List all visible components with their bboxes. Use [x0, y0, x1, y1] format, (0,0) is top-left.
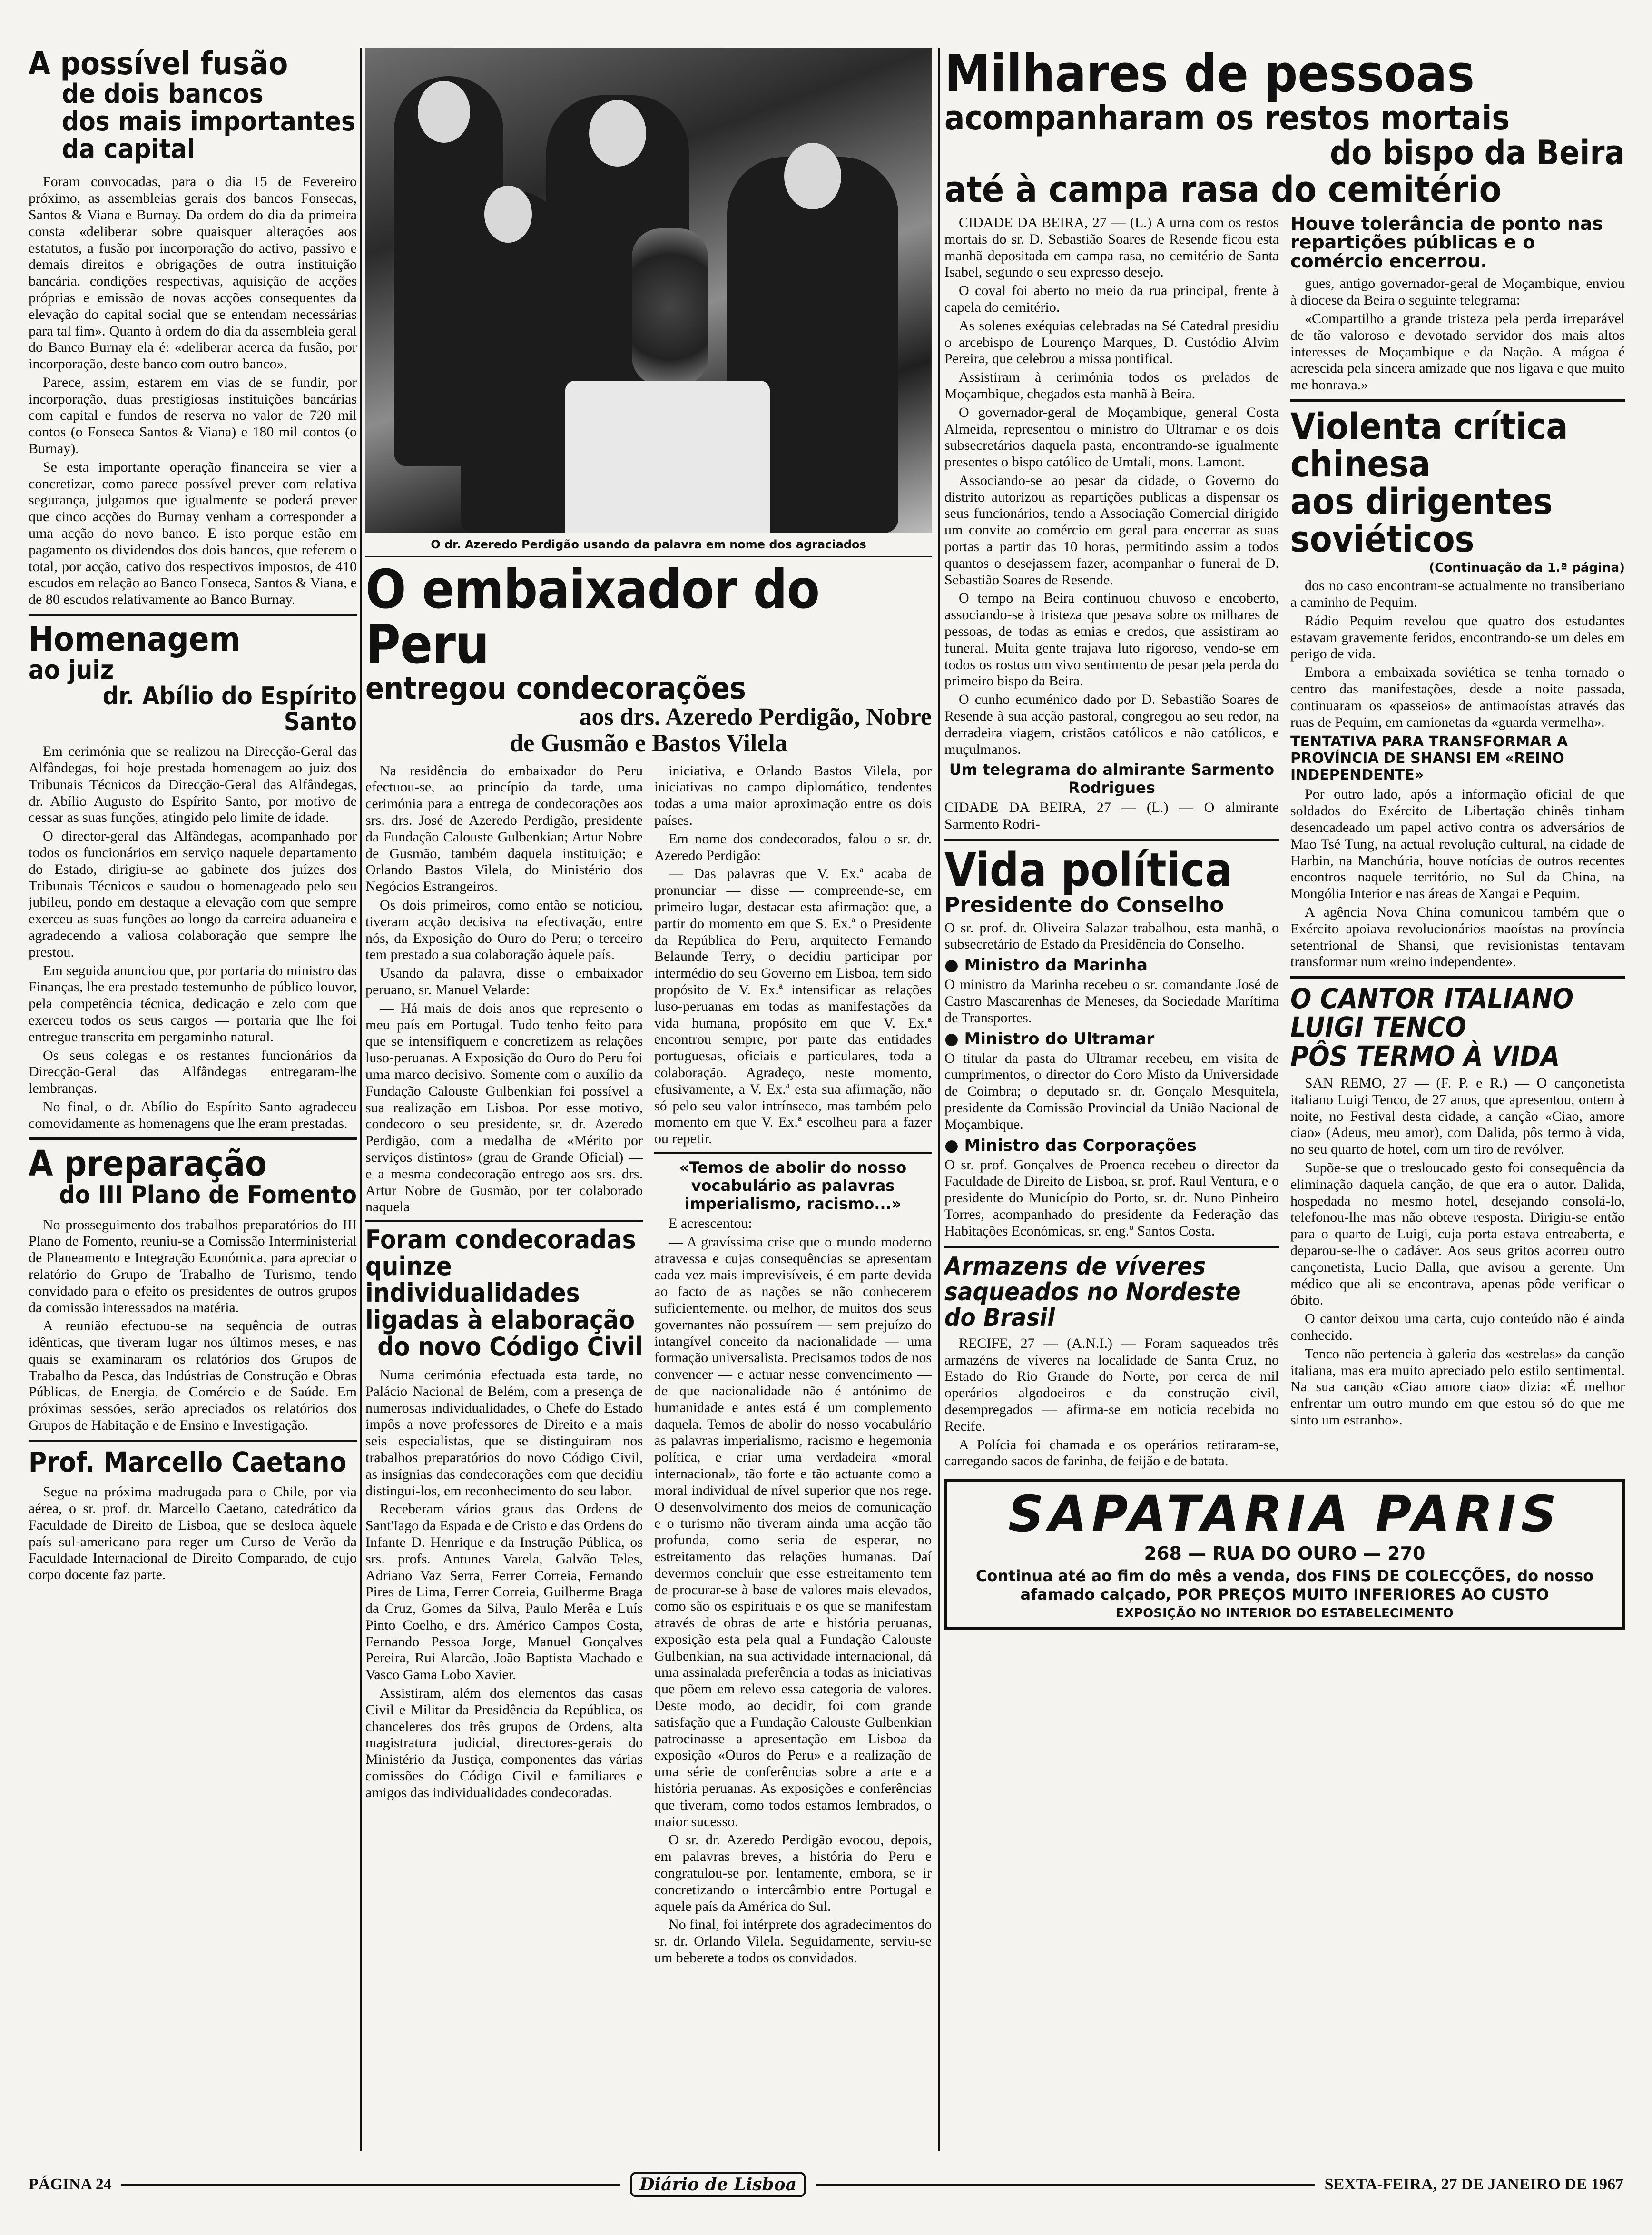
- armazens-paragraph: RECIFE, 27 — (A.N.I.) — Foram saqueados três armazéns de víveres na localidade de Santa Cruz, no Estado do Rio Grande do Norte, por cerca de mil operários algodoeiros e da construção civil, desempregados — afirma-se em noticia recebida no Recife.: [944, 1335, 1279, 1434]
- embaixador-headline-1: O embaixador do Peru: [365, 559, 820, 676]
- ad-name: SAPATARIA PARIS: [1008, 1485, 1562, 1543]
- armazens-headline-1: Armazens de víveres: [944, 1252, 1206, 1281]
- embaixador-paragraph: Os dois primeiros, como então se noticiou, tiveram acção decisiva na efectivação, entre nós, da Exposição do Ouro do Peru; o terceiro tem prestado a sua colaboração àquele país.: [365, 897, 643, 963]
- vida-section-label: Ministro do Ultramar: [964, 1029, 1155, 1048]
- masthead-logo: Diário de Lisboa: [630, 2172, 806, 2197]
- homenagem-headline-2: ao juiz: [29, 654, 114, 685]
- bispo-body: [944, 215, 1279, 758]
- bispo-paragraph: O coval foi aberto no meio da rua principal, frente à capela do cemitério.: [944, 283, 1279, 315]
- vida-body-corporacoes: O sr. prof. Gonçalves de Proenca recebeu o director da Faculdade de Direito de Lisboa, sr. prof. Raul Ventura, e o presidente do Município do Porto, sr. dr. Nuno Pinheiro Torres, acompanhado do presidente da Federação das Habitações Económicas, sr. eng.º Santos Costa.: [944, 1157, 1279, 1239]
- embaixador-body-left: [365, 763, 643, 1216]
- chinesa-paragraph: A agência Nova China comunicou também que o Exército apoiava revolucionários maoístas na província setentrional de Shansi, que revisionistas tentavam transformar num «reino independente».: [1290, 904, 1625, 970]
- fusao-headline-1: A possível fusão: [29, 48, 288, 82]
- homenagem-article: [29, 622, 357, 1132]
- page-number: PÁGINA 24: [29, 2176, 112, 2193]
- embaixador-quote: «Temos de abolir do nosso vocabulário as palavras imperialismo, racismo...»: [679, 1158, 907, 1213]
- tenco-headline-2: LUIGI TENCO: [1290, 1011, 1466, 1044]
- footer-rule: [121, 2184, 621, 2186]
- divider: [365, 556, 932, 557]
- bispo-paragraph: O cunho ecuménico dado por D. Sebastião Soares de Resende à sua acção pastoral, congregou ao seu redor, na derradeira viagem, cristãos católicos e não católicos, e muçulmanos.: [944, 692, 1279, 757]
- divider: [944, 1246, 1279, 1248]
- vida-section-label: Ministro das Corporações: [964, 1136, 1197, 1155]
- tolerancia-subhead: Houve tolerância de ponto nas repartições públicas e o comércio encerrou.: [1290, 213, 1603, 272]
- divider: [944, 839, 1279, 841]
- page-footer: [29, 2170, 1623, 2199]
- chinesa-body: [1290, 578, 1625, 731]
- bispo-headline-4: até à campa rasa do cemitério: [944, 168, 1502, 210]
- bispo-headline-1: Milhares de pessoas: [944, 48, 1475, 104]
- center-column: [365, 48, 932, 2156]
- divider: [654, 1152, 932, 1154]
- chinesa-body2: [1290, 786, 1625, 970]
- ad-exposicao: EXPOSIÇÃO NO INTERIOR DO ESTABELECIMENTO: [1116, 1606, 1454, 1621]
- ad-address: 268 — RUA DO OURO — 270: [1144, 1543, 1426, 1564]
- armazens-paragraph: A Polícia foi chamada e os operários retiraram-se, carregando sacos de farinha, de feijão e de batata.: [944, 1436, 1279, 1469]
- fusao-paragraph: Foram convocadas, para o dia 15 de Fevereiro próximo, as assembleias gerais dos bancos Fonsecas, Santos & Viana e Burnay. Da ordem do dia da primeira consta «deliberar sobre quaisquer alterações aos estatutos, a fusão por incorporação do activo, passivo e demais direitos e obrigações de outra instituição bancária, condições respectivas, aquisição de acções próprias e emissão de novas acções consequentes da elevação do capital social que se entendam necessárias para tal fim». Quanto à ordem do dia da assembleia geral do Banco Burnay ela é: «deliberar acerca da fusão, por incorporação, deste banco com outro banco».: [29, 174, 357, 372]
- plano-paragraph: A reunião efectuou-se na sequência de outras idênticas, que tiveram lugar nos últimos meses, e nas quais se examinaram os relatórios dos Grupos de Trabalho da Pesca, das Indústrias de Construção e Obras Públicas, de Energia, de Comércio e de Saúde. Em próximas sessões, serão apreciados os relatórios dos Grupos de Habitação e de Ensino e Investigação.: [29, 1318, 357, 1434]
- bispo-paragraph: CIDADE DA BEIRA, 27 — (L.) A urna com os restos mortais do sr. D. Sebastião Soares de Resende ficou esta manhã depositada em campa rasa, no cemitério de Santa Isabel, segundo o seu expresso desejo.: [944, 214, 1279, 280]
- telegrama-headline: Um telegrama do almirante Sarmento Rodrigues: [949, 761, 1275, 797]
- codigo-headline-3: ligadas à elaboração: [365, 1305, 635, 1335]
- homenagem-paragraph: Em cerimónia que se realizou na Direcção-Geral das Alfândegas, foi hoje prestada homenagem ao juiz dos Tribunais Técnicos da Direcção-Geral das Alfândegas, dr. Abílio Augusto do Espírito Santo, por motivo de cessar as suas funções, atingido pelo limite de idade.: [29, 743, 357, 826]
- bispo-paragraph: As solenes exéquias celebradas na Sé Catedral presidiu o arcebispo de Lourenço Marques, D. Custódio Alvim Pereira, que celebrou a missa pontifical.: [944, 317, 1279, 367]
- armazens-headline-2: saqueados no Nordeste: [944, 1277, 1241, 1306]
- tenco-paragraph: Supõe-se que o tresloucado gesto foi consequência da eliminação daquela canção, de que era o autor. Dalida, hospedada no mesmo hotel, desejando consolá-lo, telefonou-lhe mas não obteve resposta. Dirigiu-se então para o quarto de Luigi, cuja porta estava entreaberta, e deparou-se-lhe o cadáver. Aos seus gritos acorreu outro cançonetista, Lucio Dalla, que avisou a gerente. Um médico que ali se encontrava, apenas pôde verificar o óbito.: [1290, 1160, 1625, 1308]
- codigo-body: [365, 1367, 643, 1801]
- plano-headline-2: do III Plano de Fomento: [59, 1181, 357, 1210]
- fusao-paragraph: Parece, assim, estarem em vias de se fundir, por incorporação, duas prestigiosas instituições bancárias com capital e fundos de reserva no valor de 720 mil contos (o Fonseca Santos & Viana) e 180 mil contos (o Burnay).: [29, 374, 357, 457]
- embaixador-paragraph: O sr. dr. Azeredo Perdigão evocou, depois, em palavras breves, a história do Peru e congratulou-se por, lentamente, embora, se ir concretizando o intercâmbio entre Portugal e aquele país da América do Sul.: [654, 1832, 932, 1914]
- homenagem-paragraph: Os seus colegas e os restantes funcionários da Direcção-Geral das Alfândegas entregaram-lhe lembranças.: [29, 1047, 357, 1097]
- tenco-paragraph: O cantor deixou uma carta, cujo conteúdo não é ainda conhecido.: [1290, 1311, 1625, 1344]
- homenagem-paragraph: Em seguida anunciou que, por portaria do ministro das Finanças, lhe era prestado testemunho de público louvor, pela competência técnica, dedicação e zelo com que exerceu todos os seus cargos — portaria que lhe foi entregue transcrita em pergaminho natural.: [29, 962, 357, 1045]
- embaixador-paragraph: iniciativa, e Orlando Bastos Vilela, por iniciativas no campo diplomático, tendentes todas a uma maior aproximação entre os dois países.: [654, 762, 932, 829]
- embaixador-body-right: [654, 763, 932, 1147]
- embaixador-paragraph: E acrescentou:: [669, 1215, 752, 1231]
- fusao-headline-2: de dois bancos: [62, 78, 264, 109]
- codigo-paragraph: Receberam vários graus das Ordens de Sant'Iago da Espada e de Cristo e das Ordens do Infante D. Henrique e da Instrução Pública, os srs. profs. Antunes Varela, Galvão Teles, Adriano Vaz Serra, Ferrer Correia, Fernando Pires de Lima, Ferrer Correia, Guilherme Braga da Cruz, Gomes da Silva, Paulo Merêa e Luís Pinto Coelho, e drs. Américo Campos Costa, Fernando Pessoa Jorge, Manuel Gonçalves Pereira, Rui Alarcão, João Baptista Machado e Vasco Gama Lobo Xavier.: [365, 1501, 643, 1683]
- bispo-paragraph: Assistiram à cerimónia todos os prelados de Moçambique, chegados esta manhã à Beira.: [944, 369, 1279, 402]
- chinesa-paragraph: Rádio Pequim revelou que quatro dos estudantes estavam gravemente feridos, encontrando-se um deles em perigo de vida.: [1290, 613, 1625, 662]
- codigo-headline-1: Foram condecoradas: [365, 1225, 636, 1255]
- tenco-body: [1290, 1075, 1625, 1429]
- vida-section-ultramar: ● Ministro do Ultramar: [944, 1029, 1155, 1048]
- divider: [29, 614, 357, 616]
- chinesa-headline-4: soviéticos: [1290, 518, 1475, 561]
- plano-headline-1: A preparação: [29, 1143, 267, 1185]
- embaixador-paragraph: Em nome dos condecorados, falou o sr. dr. Azeredo Perdigão:: [654, 831, 932, 863]
- embaixador-paragraph: — Das palavras que V. Ex.ª acaba de pronunciar — disse — compreende-se, em primeiro lugar, destacar esta afirmação: que, a partir do momento em que S. Ex.ª o Presidente da República do Peru, arquitecto Fernando Belaunde Terry, o decidiu participar por intermédio do seu Governo em Lisboa, tem sido propósito de V. Ex.ª intensificar as relações luso-peruanas em todas as manifestações da vida humana, propósito em que V. Ex.ª encontrou sempre, por parte das entidades portuguesas, oficiais e particulares, toda a colaboração. Agradeço, neste momento, efusivamente, a V. Ex.ª esta sua afirmação, não só pelo seu valor intrínseco, mas também pelo momento em que V. Ex.ª escolheu para a fazer ou repetir.: [654, 866, 932, 1147]
- embaixador-headline-4: de Gusmão e Bastos Vilela: [510, 729, 787, 757]
- fusao-body: [29, 174, 357, 608]
- embaixador-headline-3: aos drs. Azeredo Perdigão, Nobre: [579, 703, 932, 731]
- sapataria-paris-ad: [944, 1479, 1625, 1630]
- tenco-paragraph: Tenco não pertencia à galeria das «estrelas» da canção italiana, mas era muito apreciado pelo estilo sentimental. Na sua canção «Ciao amore ciao» dizia: «É melhor enfrentar um outro mundo em que estou só do que me sinto um estranho».: [1290, 1345, 1625, 1428]
- homenagem-paragraph: O director-geral das Alfândegas, acompanhado por todos os funcionários em serviço naquele departamento do Estado, dirigiu-se ao gabinete dos juízes dos Tribunais Técnicos e saudou o homenageado pelo seu jubileu, pondo em destaque a elevação com que sempre exerceu as suas funções ao longo da carreira aduaneira e agradecendo a valiosa colaboração que sempre lhe prestou.: [29, 828, 357, 960]
- column-rule: [360, 48, 362, 2151]
- caetano-headline: Prof. Marcello Caetano: [29, 1445, 347, 1478]
- chinesa-headline-3: aos dirigentes: [1290, 480, 1553, 523]
- fusao-headline-4: da capital: [62, 134, 196, 165]
- fusao-headline-3: dos mais importantes: [62, 106, 355, 137]
- armazens-body: [944, 1335, 1279, 1470]
- chinesa-continuacao: (Continuação da 1.ª página): [1429, 561, 1625, 575]
- chinesa-headline-2: chinesa: [1290, 443, 1431, 485]
- right-column: [944, 48, 1625, 2156]
- column-rule: [938, 48, 940, 2151]
- embaixador-paragraph: — A gravíssima crise que o mundo moderno atravessa e cujas consequências se apresentam cada vez mais imprevisíveis, é em parte devida ao facto de as nações se não conhecerem suficientemente. ou melhor, de muitos dos seus governantes não possuírem — sem prejuízo do intangível conceito da nacionalidade — uma formação universalista. Precisamos todos de nos convencer — e actuar nesse convencimento — de que nacionalidade não é antónimo de humanidade e antes está é um complemento daquela. Temos de abolir do nosso vocabulário as palavras imperialismo, racismo e hegemonia política, e criar uma verdadeira «moral internacional», tão forte e tão actuante como a moral individual de nível superior que nos rege. O desenvolvimento dos meios de comunicação e o turismo não tiveram ainda uma acção tão profunda, como seria de esperar, no estreitamento das relações humanas. Daí devermos concluir que esse estreitamento tem de procurar-se à base de valores mais elevados, como são os espirituais e os que se manifestam através de obras de arte e história peruanas, exposição esta pela qual a Fundação Calouste Gulbenkian, na sua actividade internacional, dá uma assinalada preferência a todas as iniciativas que põem em relevo essa categoria de valores. Deste modo, ao decidir, foi com grande satisfação que a Fundação Calouste Gulbenkian patrocinasse a apresentação em Lisboa da exposição «Ouros do Peru» e a realização de uma série de conferências sobre a arte e a história peruanas. As exposições e conferências que tiveram, como todos estamos lembrados, o maior sucesso.: [654, 1234, 932, 1830]
- bispo-article: [944, 48, 1625, 1630]
- caetano-body: [29, 1484, 357, 1583]
- vida-body-marinha: O ministro da Marinha recebeu o sr. comandante José de Castro Mascarenhas de Meneses, da Sociedade Marítima de Transportes.: [944, 977, 1279, 1026]
- embaixador-headline-2: entregou condecorações: [365, 671, 746, 706]
- chinesa-subhead: TENTATIVA PARA TRANSFORMAR A PROVÍNCIA DE SHANSI EM «REINO INDEPENDENTE»: [1290, 733, 1568, 784]
- tenco-paragraph: SAN REMO, 27 — (F. P. e R.) — O cançonetista italiano Luigi Tenco, de 27 anos, que apresentou, ontem à noite, no Festival desta cidade, a canção «Ciao, amore ciao» (Adeus, meu amor), com Dalida, pôs termo à vida, no seu quarto de hotel, com um tiro de revólver.: [1290, 1075, 1625, 1157]
- plano-article: [29, 1143, 357, 1434]
- embaixador-paragraph: — Há mais de dois anos que represento o meu país em Portugal. Tudo tenho feito para que se intensifiquem e concretizem as relações luso-peruanas. A Exposição do Ouro do Peru foi uma marco decisivo. Somente com o auxílio da Fundação Calouste Gulbenkian foi possível a sua realização em Lisboa. Por esse motivo, condecoro o seu presidente, sr. dr. Azeredo Perdigão, com a medalha de «Mérito por serviços distintos» (grau de Grande Oficial) — e a mesma condecoração entrego aos srs. drs. Artur Nobre de Gusmão, por ter colaborado naquela: [365, 1000, 643, 1215]
- vida-article: [944, 843, 1279, 1240]
- bispo-paragraph: O governador-geral de Moçambique, general Costa Almeida, representou o ministro do Ultramar e os dois subsecretários daquela pasta, encontrando-se igualmente presentes o bispo católico de Umtali, mons. Lamont.: [944, 404, 1279, 470]
- codigo-paragraph: Assistiram, além dos elementos das casas Civil e Militar da Presidência da República, os chanceleres dos três grupos de Ordens, alta magistratura judicial, directores-gerais do Ministério da Justiça, componentes das várias comissões do Código Civil e familiares e amigos das individualidades condecoradas.: [365, 1685, 643, 1800]
- bispo-paragraph: Associando-se ao pesar da cidade, o Governo do distrito autorizou as repartições publicas a dispensar os seus funcionários, tendo a Associação Comercial dirigido um convite ao comércio em geral para encerrar as suas portas a partir das 10 horas, permitindo assim a todos quantos o desejassem fazer, acompanhar o funeral de D. Sebastião Soares de Resende.: [944, 472, 1279, 588]
- tenco-headline-1: O CANTOR ITALIANO: [1290, 982, 1574, 1015]
- bispo-headline-3: do bispo da Beira: [1330, 133, 1625, 173]
- vida-body: O sr. prof. dr. Oliveira Salazar trabalhou, esta manhã, o subsecretário de Estado da Presidência do Conselho.: [944, 920, 1279, 952]
- photo-caption: O dr. Azeredo Perdigão usando da palavra em nome dos agraciados: [431, 538, 866, 551]
- caetano-article: [29, 1445, 357, 1583]
- caetano-paragraph: Segue na próxima madrugada para o Chile, por via aérea, o sr. prof. dr. Marcello Caetano, catedrático da Faculdade de Direito de Lisboa, que se desloca àquele país sul-americano para reger um Curso de Verão da Faculdade Internacional de Direito Comparado, de cujo corpo docente faz parte.: [29, 1484, 357, 1583]
- codigo-headline-4: do novo Código Civil: [377, 1331, 643, 1362]
- chinesa-paragraph: Por outro lado, após a informação oficial de que soldados do Exército de Libertação chinês tinham desencadeado um papel activo contra os adversários de Mao Tsé Tung, na actual revolução cultural, na cidade de Harbin, na Manchúria, houve notícias de outros recentes encontros naquele território, no Sul da China, na Mongólia Interior e nas áreas de Xangai e Pequim.: [1290, 786, 1625, 902]
- embaixador-paragraph: Usando da palavra, disse o embaixador peruano, sr. Manuel Velarde:: [365, 965, 643, 998]
- divider: [365, 1220, 643, 1222]
- tenco-article: [1290, 984, 1625, 1429]
- vida-body-ultramar: O titular da pasta do Ultramar recebeu, em visita de cumprimentos, o director do Coro Misto da Universidade de Coimbra; o deputado sr. dr. Gonçalo Mesquitela, presidente da Comissão Provincial da União Nacional de Moçambique.: [944, 1050, 1279, 1132]
- fusao-paragraph: Se esta importante operação financeira se vier a concretizar, como parece possível prever com relativa segurança, julgamos que igualmente se poderá prever que cinco acções do Burnay venham a corresponder a uma acção do novo banco. E isto porque estão em pagamento os dividendos dos dois bancos, que referem o total, por acção, cativo dos respectivos impostos, de 410 escudos em relação ao Banco Fonseca, Santos & Viana, e de 80 escudos relativamente ao Banco Burnay.: [29, 459, 357, 608]
- vida-section-marinha: ● Ministro da Marinha: [944, 956, 1148, 975]
- chinesa-headline-1: Violenta crítica: [1290, 405, 1568, 448]
- homenagem-headline-1: Homenagem: [29, 620, 241, 659]
- issue-date: SEXTA-FEIRA, 27 DE JANEIRO DE 1967: [1324, 2176, 1623, 2193]
- plano-body: [29, 1217, 357, 1434]
- divider: [1290, 399, 1625, 402]
- ceremony-photo: [365, 48, 932, 533]
- chinesa-article: [1290, 407, 1625, 970]
- embaixador-body-after: [654, 1216, 932, 1967]
- telegrama-paragraph: gues, antigo governador-geral de Moçambique, enviou à diocese da Beira o seguinte telegrama:: [1290, 276, 1625, 308]
- divider: [29, 1440, 357, 1442]
- ad-text: Continua até ao fim do mês a venda, dos FINS DE COLECÇÕES, do nosso afamado calçado, POR PREÇOS MUITO INFERIORES AO CUSTO: [975, 1567, 1594, 1603]
- telegrama-paragraph: «Compartilho a grande tristeza pela perda irreparável de tão valoroso e devotado servidor dos mais altos interesses de Moçambique e da Nação. A mágoa é acrescida pela sincera amizade que nos ligava e que muito me honrava.»: [1290, 311, 1625, 393]
- codigo-headline-2: quinze individualidades: [365, 1251, 580, 1308]
- telegrama-dateline: CIDADE DA BEIRA, 27 — (L.) — O almirante Sarmento Rodri-: [944, 800, 1279, 832]
- plano-paragraph: No prosseguimento dos trabalhos preparatórios do III Plano de Fomento, reuniu-se a Comissão Interministerial de Planeamento e Integração Económica, para apreciar o relatório do Grupo de Trabalho de Turismo, tendo convidado para o efeito os presidentes de outros grupos da comissão interessados na matéria.: [29, 1216, 357, 1315]
- embaixador-article: [365, 559, 932, 1969]
- embaixador-paragraph: Na residência do embaixador do Peru efectuou-se, ao princípio da tarde, uma cerimónia para a entrega de condecorações aos srs. drs. José de Azeredo Perdigão, presidente da Fundação Calouste Gulbenkian; Artur Nobre de Gusmão, também daquela instituição; e Orlando Bastos Vilela, do Ministério dos Negócios Estrangeiros.: [365, 762, 643, 895]
- armazens-article: [944, 1254, 1279, 1470]
- telegrama-body: [1290, 276, 1625, 394]
- vida-subhead: Presidente do Conselho: [944, 892, 1224, 917]
- bispo-paragraph: O tempo na Beira continuou chuvoso e encoberto, associando-se à tristeza que pesava sobre os milhares de pessoas, de todas as etnias e credos, que assistiram ao funeral. Muita gente trajava luto rigoroso, vendo-se em todos os rostos um vivo sentimento de pesar pela perda do primeiro bispo da Beira.: [944, 590, 1279, 689]
- left-column: [29, 48, 357, 2156]
- divider: [1290, 976, 1625, 979]
- homenagem-paragraph: No final, o dr. Abílio do Espírito Santo agradeceu comovidamente as homenagens que lhe eram prestadas.: [29, 1098, 357, 1131]
- tenco-headline-3: PÔS TERMO À VIDA: [1290, 1039, 1560, 1072]
- footer-rule: [816, 2184, 1315, 2186]
- fusao-article: [29, 48, 357, 608]
- divider: [29, 1137, 357, 1140]
- codigo-article: [365, 1226, 643, 1801]
- vida-headline: Vida política: [944, 843, 1233, 897]
- embaixador-paragraph: No final, foi intérprete dos agradecimentos do sr. dr. Orlando Vilela. Seguidamente, serviu-se um beberete a todos os convidados.: [654, 1917, 932, 1966]
- vida-section-corporacoes: ● Ministro das Corporações: [944, 1136, 1197, 1155]
- homenagem-body: [29, 743, 357, 1132]
- bispo-headline-2: acompanharam os restos mortais: [944, 99, 1510, 138]
- armazens-headline-3: do Brasil: [944, 1303, 1055, 1332]
- codigo-paragraph: Numa cerimónia efectuada esta tarde, no Palácio Nacional de Belém, com a presença de numerosas individualidades, o Chefe do Estado impôs a nove professores de Direito e a mais seis especialistas, que se distinguiram nos trabalhos preparatórios do novo Código Civil, as insígnias das condecorações com que decidiu distingui-los, em reconhecimento do seu labor.: [365, 1366, 643, 1499]
- vida-section-label: Ministro da Marinha: [964, 956, 1148, 975]
- chinesa-paragraph: Embora a embaixada soviética se tenha tornado o centro das manifestações, desde a noite passada, continuaram os «passeios» de antimaoístas através das ruas de Pequim, em camionetas da «guarda vermelha».: [1290, 664, 1625, 730]
- chinesa-paragraph: dos no caso encontram-se actualmente no transiberiano a caminho de Pequim.: [1290, 578, 1625, 610]
- homenagem-headline-3: dr. Abílio do Espírito Santo: [102, 682, 357, 737]
